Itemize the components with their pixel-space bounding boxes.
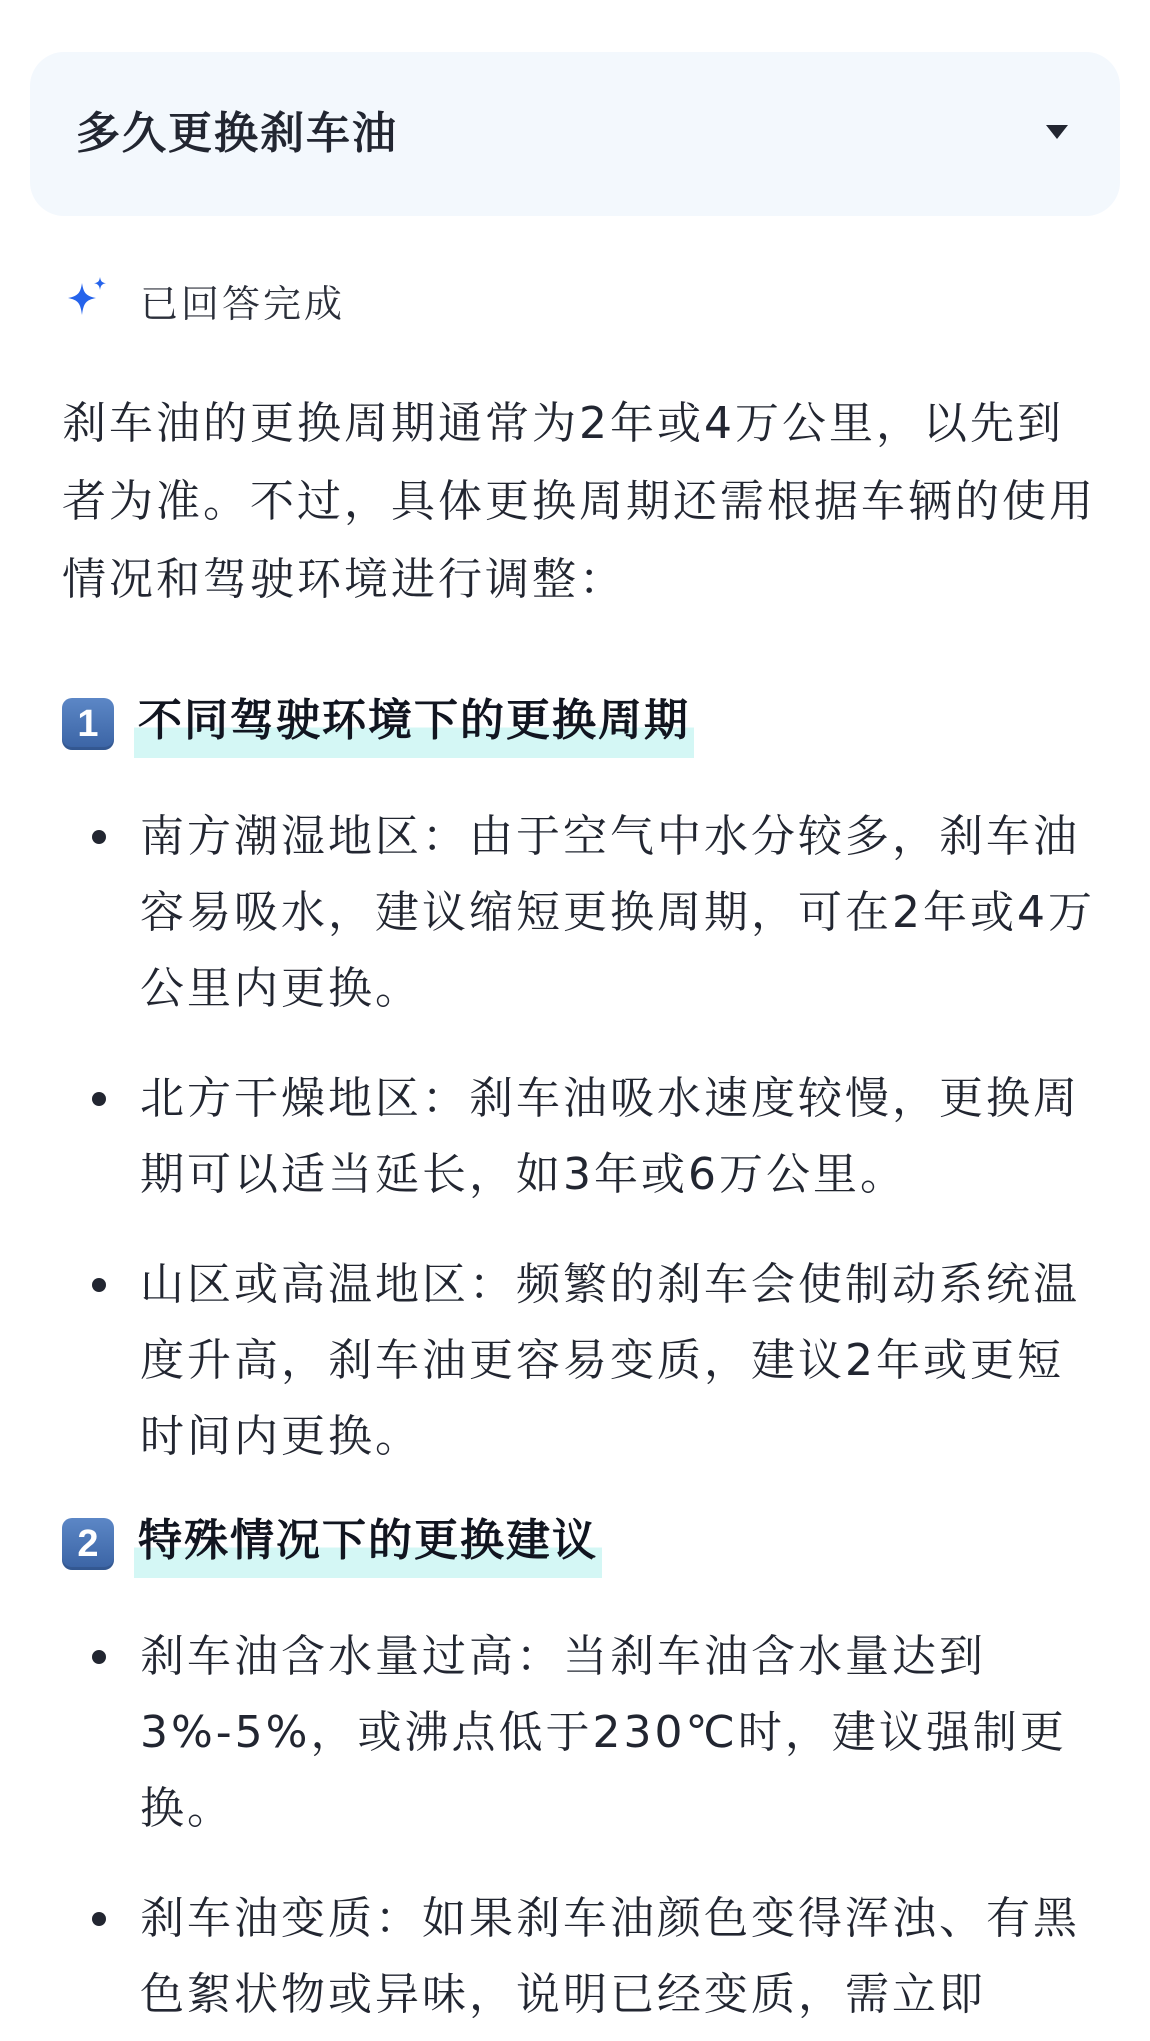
status-text: 已回答完成: [140, 281, 346, 326]
list-item-text: 刹车油含水量过高：当刹车油含水量达到3%-5%，或沸点低于230℃时，建议强制更换。: [140, 1631, 1067, 1834]
status-row: [62, 270, 345, 330]
sparkle-icon: [62, 275, 112, 325]
section-heading-2: [62, 1509, 1102, 1579]
list-item-text: 山区或高温地区：频繁的刹车会使制动系统温度升高，刹车油更容易变质，建议2年或更短时间内更换。: [140, 1259, 1080, 1462]
list-item: [62, 1619, 1102, 1847]
bullet-dot: [92, 1092, 106, 1106]
list-item: [62, 1881, 1102, 2033]
answer-content: [62, 385, 1102, 2041]
list-item-text: 南方潮湿地区：由于空气中水分较多，刹车油容易吸水，建议缩短更换周期，可在2年或4万公里内更换。: [140, 811, 1095, 1014]
bullet-list-1: [62, 799, 1102, 1475]
answer-intro: 刹车油的更换周期通常为2年或4万公里，以先到者为准。不过，具体更换周期还需根据车辆的使用情况和驾驶环境进行调整：: [62, 398, 1096, 605]
section-title: 特殊情况下的更换建议: [134, 1510, 602, 1578]
number-badge-2: 2: [62, 1518, 114, 1570]
list-item: [62, 1061, 1102, 1213]
section-heading-1: [62, 689, 1102, 759]
bullet-dot: [92, 1278, 106, 1292]
section-title: 不同驾驶环境下的更换周期: [134, 690, 694, 758]
list-item: [62, 799, 1102, 1027]
bullet-dot: [92, 1912, 106, 1926]
chevron-down-icon[interactable]: [1044, 122, 1070, 142]
list-item-text: 刹车油变质：如果刹车油颜色变得浑浊、有黑色絮状物或异味，说明已经变质，需立即: [140, 1893, 1080, 2020]
number-badge-1: 1: [62, 698, 114, 750]
list-item-text: 北方干燥地区：刹车油吸水速度较慢，更换周期可以适当延长，如3年或6万公里。: [140, 1073, 1080, 1200]
bullet-list-2: [62, 1619, 1102, 2033]
query-card[interactable]: [30, 52, 1120, 216]
query-text: 多久更换刹车油: [76, 108, 398, 159]
bullet-dot: [92, 830, 106, 844]
bullet-dot: [92, 1650, 106, 1664]
list-item: [62, 1247, 1102, 1475]
